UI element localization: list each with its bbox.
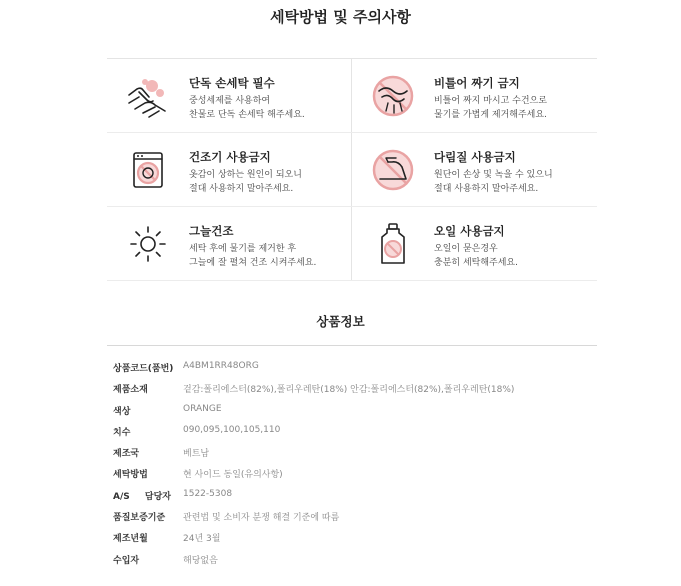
care-description-line: 그늘에 잘 펼쳐 건조 시켜주세요. — [189, 258, 317, 268]
info-value: ORANGE — [183, 403, 222, 414]
care-item-no-oil — [352, 207, 596, 280]
info-row — [113, 553, 593, 574]
info-label: 치수 — [113, 427, 131, 438]
info-row — [113, 510, 593, 531]
info-value: 겉감:폴리에스터(82%),폴리우레탄(18%) 안감:폴리에스터(82%),폴리우레탄(18%) — [183, 385, 515, 396]
info-row — [113, 467, 593, 488]
care-description-line: 충분히 세탁해주세요. — [434, 258, 518, 268]
info-value: 해당없음 — [183, 555, 218, 566]
care-description — [189, 242, 316, 270]
info-label: 상품코드(품번) — [113, 364, 174, 374]
care-item-shade-dry — [107, 207, 351, 280]
info-row — [113, 425, 593, 446]
care-description-line: 세탁 후에 물기를 제거한 후 — [189, 244, 297, 254]
care-title: 오일 사용금지 — [434, 224, 505, 238]
info-row — [113, 531, 593, 552]
info-row — [113, 404, 593, 425]
no-iron-icon — [370, 147, 416, 193]
page-title: 세탁방법 및 주의사항 — [270, 8, 411, 26]
care-instructions-grid — [107, 58, 597, 281]
care-description — [189, 168, 302, 196]
info-value: 1522-5308 — [183, 488, 233, 499]
info-value: 현 사이드 동일(유의사항) — [183, 470, 283, 481]
info-value: 베트남 — [183, 449, 210, 460]
care-description-line: 절대 사용하지 말아주세요. — [434, 184, 539, 194]
info-row — [113, 382, 593, 403]
no-oil-icon — [370, 221, 416, 267]
info-label: 색상 — [113, 406, 131, 417]
care-title: 그늘건조 — [189, 224, 234, 238]
info-label: 세탁방법 — [113, 470, 148, 481]
care-row — [107, 59, 597, 133]
care-title: 건조기 사용금지 — [189, 150, 271, 164]
info-value: A4BM1RR48ORG — [183, 361, 259, 371]
info-label: A/S 담당자 — [113, 491, 171, 502]
info-label: 제조국 — [113, 449, 140, 460]
info-value: 관련법 및 소비자 분쟁 해결 기준에 따름 — [183, 513, 340, 524]
info-row — [113, 361, 593, 382]
care-description — [434, 242, 518, 270]
info-value: 24년 3월 — [183, 534, 221, 545]
care-item-hand-wash — [107, 59, 351, 132]
no-dryer-icon — [125, 147, 171, 193]
info-row — [113, 446, 593, 467]
product-info-table — [113, 361, 593, 574]
care-item-no-dryer — [107, 133, 351, 206]
no-wring-icon — [370, 73, 416, 119]
care-description-line: 옷감이 상하는 원인이 되오니 — [189, 170, 302, 180]
product-info-title: 상품정보 — [316, 314, 365, 329]
care-description — [434, 168, 553, 196]
care-description — [434, 94, 547, 122]
care-description-line: 절대 사용하지 말아주세요. — [189, 184, 294, 194]
care-description-line: 비틀어 짜지 마시고 수건으로 — [434, 96, 547, 106]
care-row — [107, 207, 597, 281]
info-label: 제품소재 — [113, 385, 148, 396]
info-value: 090,095,100,105,110 — [183, 424, 281, 435]
info-row — [113, 489, 593, 510]
info-label: 수입자 — [113, 555, 140, 566]
hand-wash-icon — [125, 73, 171, 119]
care-row — [107, 133, 597, 207]
product-info-divider — [107, 345, 597, 346]
care-description-line: 물기를 가볍게 제거해주세요. — [434, 110, 547, 120]
info-label: 품질보증기준 — [113, 513, 166, 524]
care-item-no-wring — [352, 59, 596, 132]
info-label: 제조년월 — [113, 534, 148, 545]
care-item-no-iron — [352, 133, 596, 206]
care-description-line: 중성세제를 사용하여 — [189, 96, 271, 106]
care-description — [189, 94, 305, 122]
care-title: 비틀어 짜기 금지 — [434, 76, 520, 90]
care-description-line: 원단이 손상 및 녹을 수 있으니 — [434, 170, 553, 180]
care-description-line: 오일이 묻은경우 — [434, 244, 498, 254]
care-title: 다림질 사용금지 — [434, 150, 516, 164]
care-description-line: 찬물로 단독 손세탁 해주세요. — [189, 110, 305, 120]
shade-dry-icon — [125, 221, 171, 267]
care-title: 단독 손세탁 필수 — [189, 76, 275, 90]
